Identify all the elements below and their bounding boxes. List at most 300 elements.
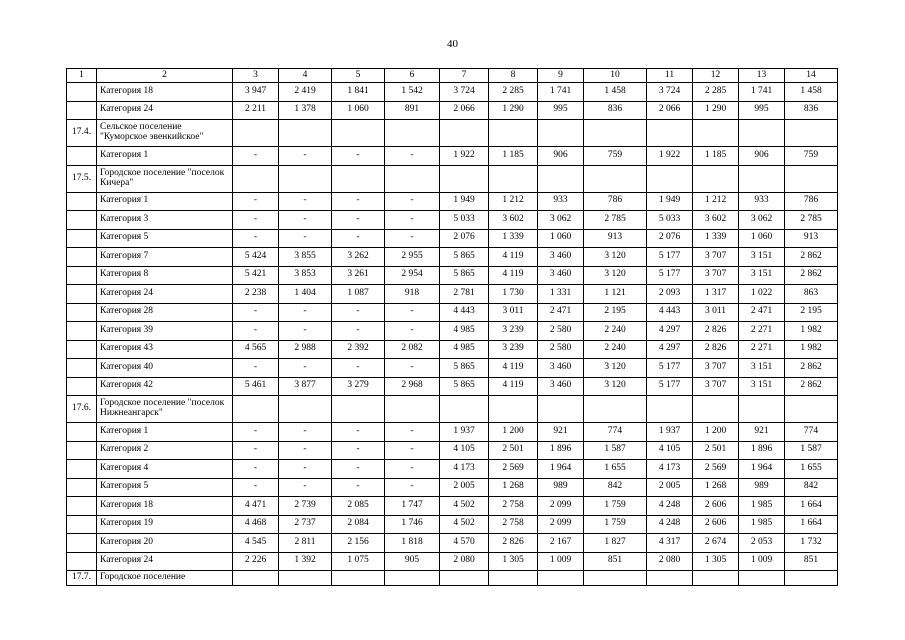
value-cell xyxy=(233,571,279,586)
value-cell xyxy=(785,396,838,423)
value-cell: 1 060 xyxy=(739,229,785,248)
value-cell: 2 392 xyxy=(332,340,385,359)
row-number xyxy=(67,534,97,553)
value-cell: 4 502 xyxy=(440,497,489,516)
value-cell xyxy=(584,120,647,147)
row-number xyxy=(67,359,97,378)
value-cell: 3 707 xyxy=(693,266,739,285)
row-number: 17.4. xyxy=(67,120,97,147)
value-cell: 1 896 xyxy=(538,441,584,460)
value-cell: 1 746 xyxy=(385,515,440,534)
value-cell: 2 099 xyxy=(538,515,584,534)
value-cell: 5 424 xyxy=(233,248,279,267)
column-header-14: 14 xyxy=(785,69,838,83)
value-cell: 1 404 xyxy=(279,285,332,304)
row-number xyxy=(67,423,97,442)
value-cell: 5 865 xyxy=(440,266,489,285)
value-cell: 2 240 xyxy=(584,322,647,341)
category-label: Категория 40 xyxy=(97,359,233,378)
category-label: Категория 20 xyxy=(97,534,233,553)
value-cell: 2 066 xyxy=(647,101,693,120)
value-cell: 1 982 xyxy=(785,340,838,359)
value-cell: 3 120 xyxy=(584,359,647,378)
value-cell: 3 707 xyxy=(693,248,739,267)
value-cell: - xyxy=(332,303,385,322)
table-row xyxy=(67,515,838,534)
value-cell: 759 xyxy=(584,147,647,166)
value-cell: 851 xyxy=(785,552,838,571)
value-cell: 4 570 xyxy=(440,534,489,553)
value-cell: 2 076 xyxy=(647,229,693,248)
value-cell: 1 542 xyxy=(385,83,440,102)
value-cell: 2 785 xyxy=(584,211,647,230)
value-cell: 2 271 xyxy=(739,322,785,341)
value-cell: 1 290 xyxy=(693,101,739,120)
value-cell: 1 655 xyxy=(584,460,647,479)
value-cell: 905 xyxy=(385,552,440,571)
value-cell: 3 151 xyxy=(739,359,785,378)
value-cell: 2 211 xyxy=(233,101,279,120)
value-cell: 1 009 xyxy=(538,552,584,571)
value-cell: 2 811 xyxy=(279,534,332,553)
table-row xyxy=(67,83,838,102)
value-cell: 2 968 xyxy=(385,377,440,396)
value-cell: 3 460 xyxy=(538,377,584,396)
value-cell: 2 076 xyxy=(440,229,489,248)
value-cell: 3 602 xyxy=(489,211,538,230)
value-cell xyxy=(785,120,838,147)
value-cell: 1 458 xyxy=(584,83,647,102)
value-cell xyxy=(647,396,693,423)
value-cell: 1 200 xyxy=(489,423,538,442)
column-header-13: 13 xyxy=(739,69,785,83)
table-row xyxy=(67,147,838,166)
value-cell: - xyxy=(279,423,332,442)
row-number xyxy=(67,377,97,396)
value-cell: - xyxy=(233,229,279,248)
value-cell: - xyxy=(279,211,332,230)
row-number xyxy=(67,101,97,120)
value-cell xyxy=(647,165,693,192)
value-cell: 2 080 xyxy=(647,552,693,571)
column-header-5: 5 xyxy=(332,69,385,83)
column-header-12: 12 xyxy=(693,69,739,83)
value-cell: 2 988 xyxy=(279,340,332,359)
value-cell: - xyxy=(385,423,440,442)
value-cell: - xyxy=(385,359,440,378)
row-number xyxy=(67,460,97,479)
table-row xyxy=(67,266,838,285)
category-label: Категория 24 xyxy=(97,552,233,571)
value-cell: 4 443 xyxy=(440,303,489,322)
value-cell: 2 580 xyxy=(538,340,584,359)
value-cell: 4 119 xyxy=(489,248,538,267)
value-cell xyxy=(538,396,584,423)
value-cell: 2 862 xyxy=(785,359,838,378)
value-cell: 3 279 xyxy=(332,377,385,396)
value-cell: 3 151 xyxy=(739,266,785,285)
row-number xyxy=(67,192,97,211)
value-cell: 4 985 xyxy=(440,340,489,359)
value-cell: 3 011 xyxy=(489,303,538,322)
category-label: Категория 1 xyxy=(97,192,233,211)
value-cell: - xyxy=(385,303,440,322)
value-cell: 2 826 xyxy=(693,340,739,359)
value-cell: 2 954 xyxy=(385,266,440,285)
table-row xyxy=(67,322,838,341)
value-cell: 5 865 xyxy=(440,248,489,267)
value-cell: 1 985 xyxy=(739,515,785,534)
value-cell: 4 173 xyxy=(647,460,693,479)
category-label: Категория 5 xyxy=(97,478,233,497)
value-cell: 1 827 xyxy=(584,534,647,553)
value-cell: 1 949 xyxy=(440,192,489,211)
value-cell: - xyxy=(385,478,440,497)
value-cell: 5 177 xyxy=(647,266,693,285)
value-cell: 2 471 xyxy=(739,303,785,322)
value-cell: - xyxy=(385,192,440,211)
value-cell xyxy=(693,165,739,192)
value-cell: 1 212 xyxy=(693,192,739,211)
value-cell: 3 460 xyxy=(538,359,584,378)
value-cell: 921 xyxy=(538,423,584,442)
section-row xyxy=(67,571,838,586)
table-row xyxy=(67,211,838,230)
value-cell: 1 087 xyxy=(332,285,385,304)
value-cell: 2 501 xyxy=(693,441,739,460)
table-row xyxy=(67,359,838,378)
category-label: Категория 2 xyxy=(97,441,233,460)
value-cell: 3 947 xyxy=(233,83,279,102)
value-cell xyxy=(489,571,538,586)
category-label: Категория 4 xyxy=(97,460,233,479)
table-row xyxy=(67,285,838,304)
value-cell: 2 285 xyxy=(693,83,739,102)
value-cell: 836 xyxy=(584,101,647,120)
value-cell: - xyxy=(279,460,332,479)
value-cell: 836 xyxy=(785,101,838,120)
value-cell xyxy=(489,396,538,423)
value-cell: 995 xyxy=(739,101,785,120)
value-cell: 1 185 xyxy=(693,147,739,166)
value-cell: 4 471 xyxy=(233,497,279,516)
value-cell xyxy=(385,120,440,147)
value-cell: 3 239 xyxy=(489,322,538,341)
row-number xyxy=(67,441,97,460)
value-cell: 1 268 xyxy=(489,478,538,497)
table-row xyxy=(67,423,838,442)
value-cell: 2 085 xyxy=(332,497,385,516)
category-label: Категория 5 xyxy=(97,229,233,248)
row-number: 17.6. xyxy=(67,396,97,423)
value-cell: 2 737 xyxy=(279,515,332,534)
value-cell xyxy=(279,396,332,423)
category-label: Категория 8 xyxy=(97,266,233,285)
value-cell: 2 066 xyxy=(440,101,489,120)
value-cell: 1 964 xyxy=(538,460,584,479)
value-cell: 786 xyxy=(584,192,647,211)
value-cell: 2 862 xyxy=(785,248,838,267)
value-cell: 1 331 xyxy=(538,285,584,304)
value-cell: - xyxy=(233,211,279,230)
row-number xyxy=(67,515,97,534)
value-cell: 2 569 xyxy=(693,460,739,479)
value-cell: 1 305 xyxy=(693,552,739,571)
value-cell xyxy=(332,120,385,147)
table-row xyxy=(67,340,838,359)
value-cell: 3 707 xyxy=(693,359,739,378)
value-cell: 786 xyxy=(785,192,838,211)
section-row xyxy=(67,165,838,192)
value-cell: - xyxy=(332,423,385,442)
value-cell: - xyxy=(279,303,332,322)
value-cell: 4 119 xyxy=(489,266,538,285)
value-cell: 1 212 xyxy=(489,192,538,211)
value-cell: 2 785 xyxy=(785,211,838,230)
value-cell: 2 195 xyxy=(584,303,647,322)
value-cell xyxy=(739,396,785,423)
value-cell: 4 119 xyxy=(489,377,538,396)
value-cell: 2 082 xyxy=(385,340,440,359)
value-cell: 4 105 xyxy=(440,441,489,460)
value-cell: 5 033 xyxy=(647,211,693,230)
column-header-3: 3 xyxy=(233,69,279,83)
value-cell: 913 xyxy=(785,229,838,248)
value-cell: 3 151 xyxy=(739,377,785,396)
value-cell: 1 759 xyxy=(584,515,647,534)
value-cell: 3 261 xyxy=(332,266,385,285)
value-cell: 1 317 xyxy=(693,285,739,304)
value-cell: 1 339 xyxy=(693,229,739,248)
table-row xyxy=(67,248,838,267)
row-number xyxy=(67,285,97,304)
value-cell: 1 022 xyxy=(739,285,785,304)
value-cell: 5 865 xyxy=(440,377,489,396)
settlement-name: Городское поселение xyxy=(97,571,233,586)
row-number xyxy=(67,552,97,571)
value-cell: 2 238 xyxy=(233,285,279,304)
table-row xyxy=(67,192,838,211)
value-cell: 1 664 xyxy=(785,497,838,516)
value-cell: 2 739 xyxy=(279,497,332,516)
value-cell: 989 xyxy=(538,478,584,497)
value-cell: 774 xyxy=(584,423,647,442)
row-number xyxy=(67,83,97,102)
value-cell: 1 937 xyxy=(647,423,693,442)
column-header-row xyxy=(67,69,838,83)
value-cell: 4 297 xyxy=(647,340,693,359)
value-cell: 2 005 xyxy=(440,478,489,497)
value-cell: - xyxy=(233,147,279,166)
value-cell: 1 964 xyxy=(739,460,785,479)
value-cell: 995 xyxy=(538,101,584,120)
row-number: 17.7. xyxy=(67,571,97,586)
value-cell: - xyxy=(279,192,332,211)
value-cell: - xyxy=(385,211,440,230)
category-label: Категория 7 xyxy=(97,248,233,267)
value-cell xyxy=(233,120,279,147)
value-cell: 2 862 xyxy=(785,266,838,285)
value-cell: 1 075 xyxy=(332,552,385,571)
value-cell xyxy=(233,165,279,192)
value-cell xyxy=(440,396,489,423)
value-cell xyxy=(739,165,785,192)
value-cell xyxy=(385,571,440,586)
category-label: Категория 42 xyxy=(97,377,233,396)
value-cell: 2 053 xyxy=(739,534,785,553)
value-cell: 1 587 xyxy=(584,441,647,460)
value-cell: - xyxy=(385,441,440,460)
value-cell: 2 826 xyxy=(489,534,538,553)
value-cell: - xyxy=(279,229,332,248)
value-cell: - xyxy=(332,478,385,497)
column-header-11: 11 xyxy=(647,69,693,83)
value-cell: 3 460 xyxy=(538,248,584,267)
value-cell: 3 855 xyxy=(279,248,332,267)
value-cell: 4 565 xyxy=(233,340,279,359)
value-cell: - xyxy=(385,322,440,341)
category-label: Категория 19 xyxy=(97,515,233,534)
column-header-10: 10 xyxy=(584,69,647,83)
value-cell: 4 248 xyxy=(647,497,693,516)
value-cell xyxy=(279,571,332,586)
value-cell: - xyxy=(233,441,279,460)
value-cell: - xyxy=(233,303,279,322)
value-cell: 2 084 xyxy=(332,515,385,534)
page-number: 40 xyxy=(447,38,458,50)
value-cell xyxy=(279,165,332,192)
value-cell: 2 419 xyxy=(279,83,332,102)
row-number xyxy=(67,340,97,359)
value-cell: - xyxy=(385,229,440,248)
value-cell: 4 317 xyxy=(647,534,693,553)
column-header-2: 2 xyxy=(97,69,233,83)
value-cell: 1 741 xyxy=(538,83,584,102)
value-cell: 2 240 xyxy=(584,340,647,359)
category-label: Категория 1 xyxy=(97,423,233,442)
column-header-1: 1 xyxy=(67,69,97,83)
value-cell xyxy=(279,120,332,147)
value-cell xyxy=(538,165,584,192)
value-cell: 1 985 xyxy=(739,497,785,516)
category-label: Категория 43 xyxy=(97,340,233,359)
value-cell: 1 841 xyxy=(332,83,385,102)
value-cell: 2 093 xyxy=(647,285,693,304)
value-cell xyxy=(739,120,785,147)
row-number xyxy=(67,147,97,166)
value-cell: 5 461 xyxy=(233,377,279,396)
column-header-7: 7 xyxy=(440,69,489,83)
value-cell: 1 655 xyxy=(785,460,838,479)
value-cell xyxy=(385,165,440,192)
value-cell xyxy=(584,396,647,423)
value-cell: 2 271 xyxy=(739,340,785,359)
value-cell: 2 226 xyxy=(233,552,279,571)
value-cell: 4 297 xyxy=(647,322,693,341)
value-cell: 1 937 xyxy=(440,423,489,442)
value-cell: 2 501 xyxy=(489,441,538,460)
table-row xyxy=(67,497,838,516)
value-cell: - xyxy=(279,322,332,341)
value-cell: 2 580 xyxy=(538,322,584,341)
value-cell xyxy=(538,571,584,586)
value-cell xyxy=(440,120,489,147)
value-cell: - xyxy=(279,359,332,378)
value-cell xyxy=(385,396,440,423)
value-cell xyxy=(693,396,739,423)
value-cell: 2 955 xyxy=(385,248,440,267)
category-label: Категория 3 xyxy=(97,211,233,230)
value-cell: 1 949 xyxy=(647,192,693,211)
value-cell: 2 099 xyxy=(538,497,584,516)
value-cell: 913 xyxy=(584,229,647,248)
value-cell: - xyxy=(233,359,279,378)
value-cell: 5 177 xyxy=(647,248,693,267)
value-cell: 4 468 xyxy=(233,515,279,534)
value-cell: 3 877 xyxy=(279,377,332,396)
value-cell: 3 120 xyxy=(584,248,647,267)
settlement-name: Городское поселение "поселок Нижнеангарск" xyxy=(97,396,233,423)
value-cell xyxy=(584,165,647,192)
value-cell: 906 xyxy=(739,147,785,166)
value-cell xyxy=(647,120,693,147)
value-cell: 4 985 xyxy=(440,322,489,341)
row-number xyxy=(67,497,97,516)
value-cell: 1 732 xyxy=(785,534,838,553)
value-cell: - xyxy=(332,322,385,341)
value-cell: 1 009 xyxy=(739,552,785,571)
value-cell: 1 982 xyxy=(785,322,838,341)
category-label: Категория 24 xyxy=(97,285,233,304)
settlement-name: Сельское поселение "Куморское эвенкийское" xyxy=(97,120,233,147)
value-cell: 2 569 xyxy=(489,460,538,479)
value-cell xyxy=(489,120,538,147)
value-cell xyxy=(584,571,647,586)
value-cell: 842 xyxy=(785,478,838,497)
value-cell: 3 062 xyxy=(739,211,785,230)
value-cell: 4 502 xyxy=(440,515,489,534)
row-number xyxy=(67,266,97,285)
value-cell xyxy=(693,571,739,586)
value-cell: - xyxy=(385,147,440,166)
value-cell: - xyxy=(233,322,279,341)
category-label: Категория 18 xyxy=(97,83,233,102)
value-cell: 1 121 xyxy=(584,285,647,304)
value-cell: 2 781 xyxy=(440,285,489,304)
value-cell: 1 741 xyxy=(739,83,785,102)
value-cell: 2 285 xyxy=(489,83,538,102)
value-cell: 989 xyxy=(739,478,785,497)
value-cell: 933 xyxy=(739,192,785,211)
value-cell: 3 724 xyxy=(647,83,693,102)
value-cell xyxy=(785,165,838,192)
value-cell: 4 545 xyxy=(233,534,279,553)
category-label: Категория 1 xyxy=(97,147,233,166)
value-cell: 3 460 xyxy=(538,266,584,285)
row-number xyxy=(67,211,97,230)
value-cell: - xyxy=(385,460,440,479)
value-cell xyxy=(489,165,538,192)
value-cell xyxy=(332,571,385,586)
value-cell: 3 707 xyxy=(693,377,739,396)
value-cell xyxy=(440,165,489,192)
value-cell: 891 xyxy=(385,101,440,120)
value-cell: 906 xyxy=(538,147,584,166)
value-cell: 3 151 xyxy=(739,248,785,267)
value-cell: 1 378 xyxy=(279,101,332,120)
value-cell: 2 167 xyxy=(538,534,584,553)
value-cell: 5 865 xyxy=(440,359,489,378)
